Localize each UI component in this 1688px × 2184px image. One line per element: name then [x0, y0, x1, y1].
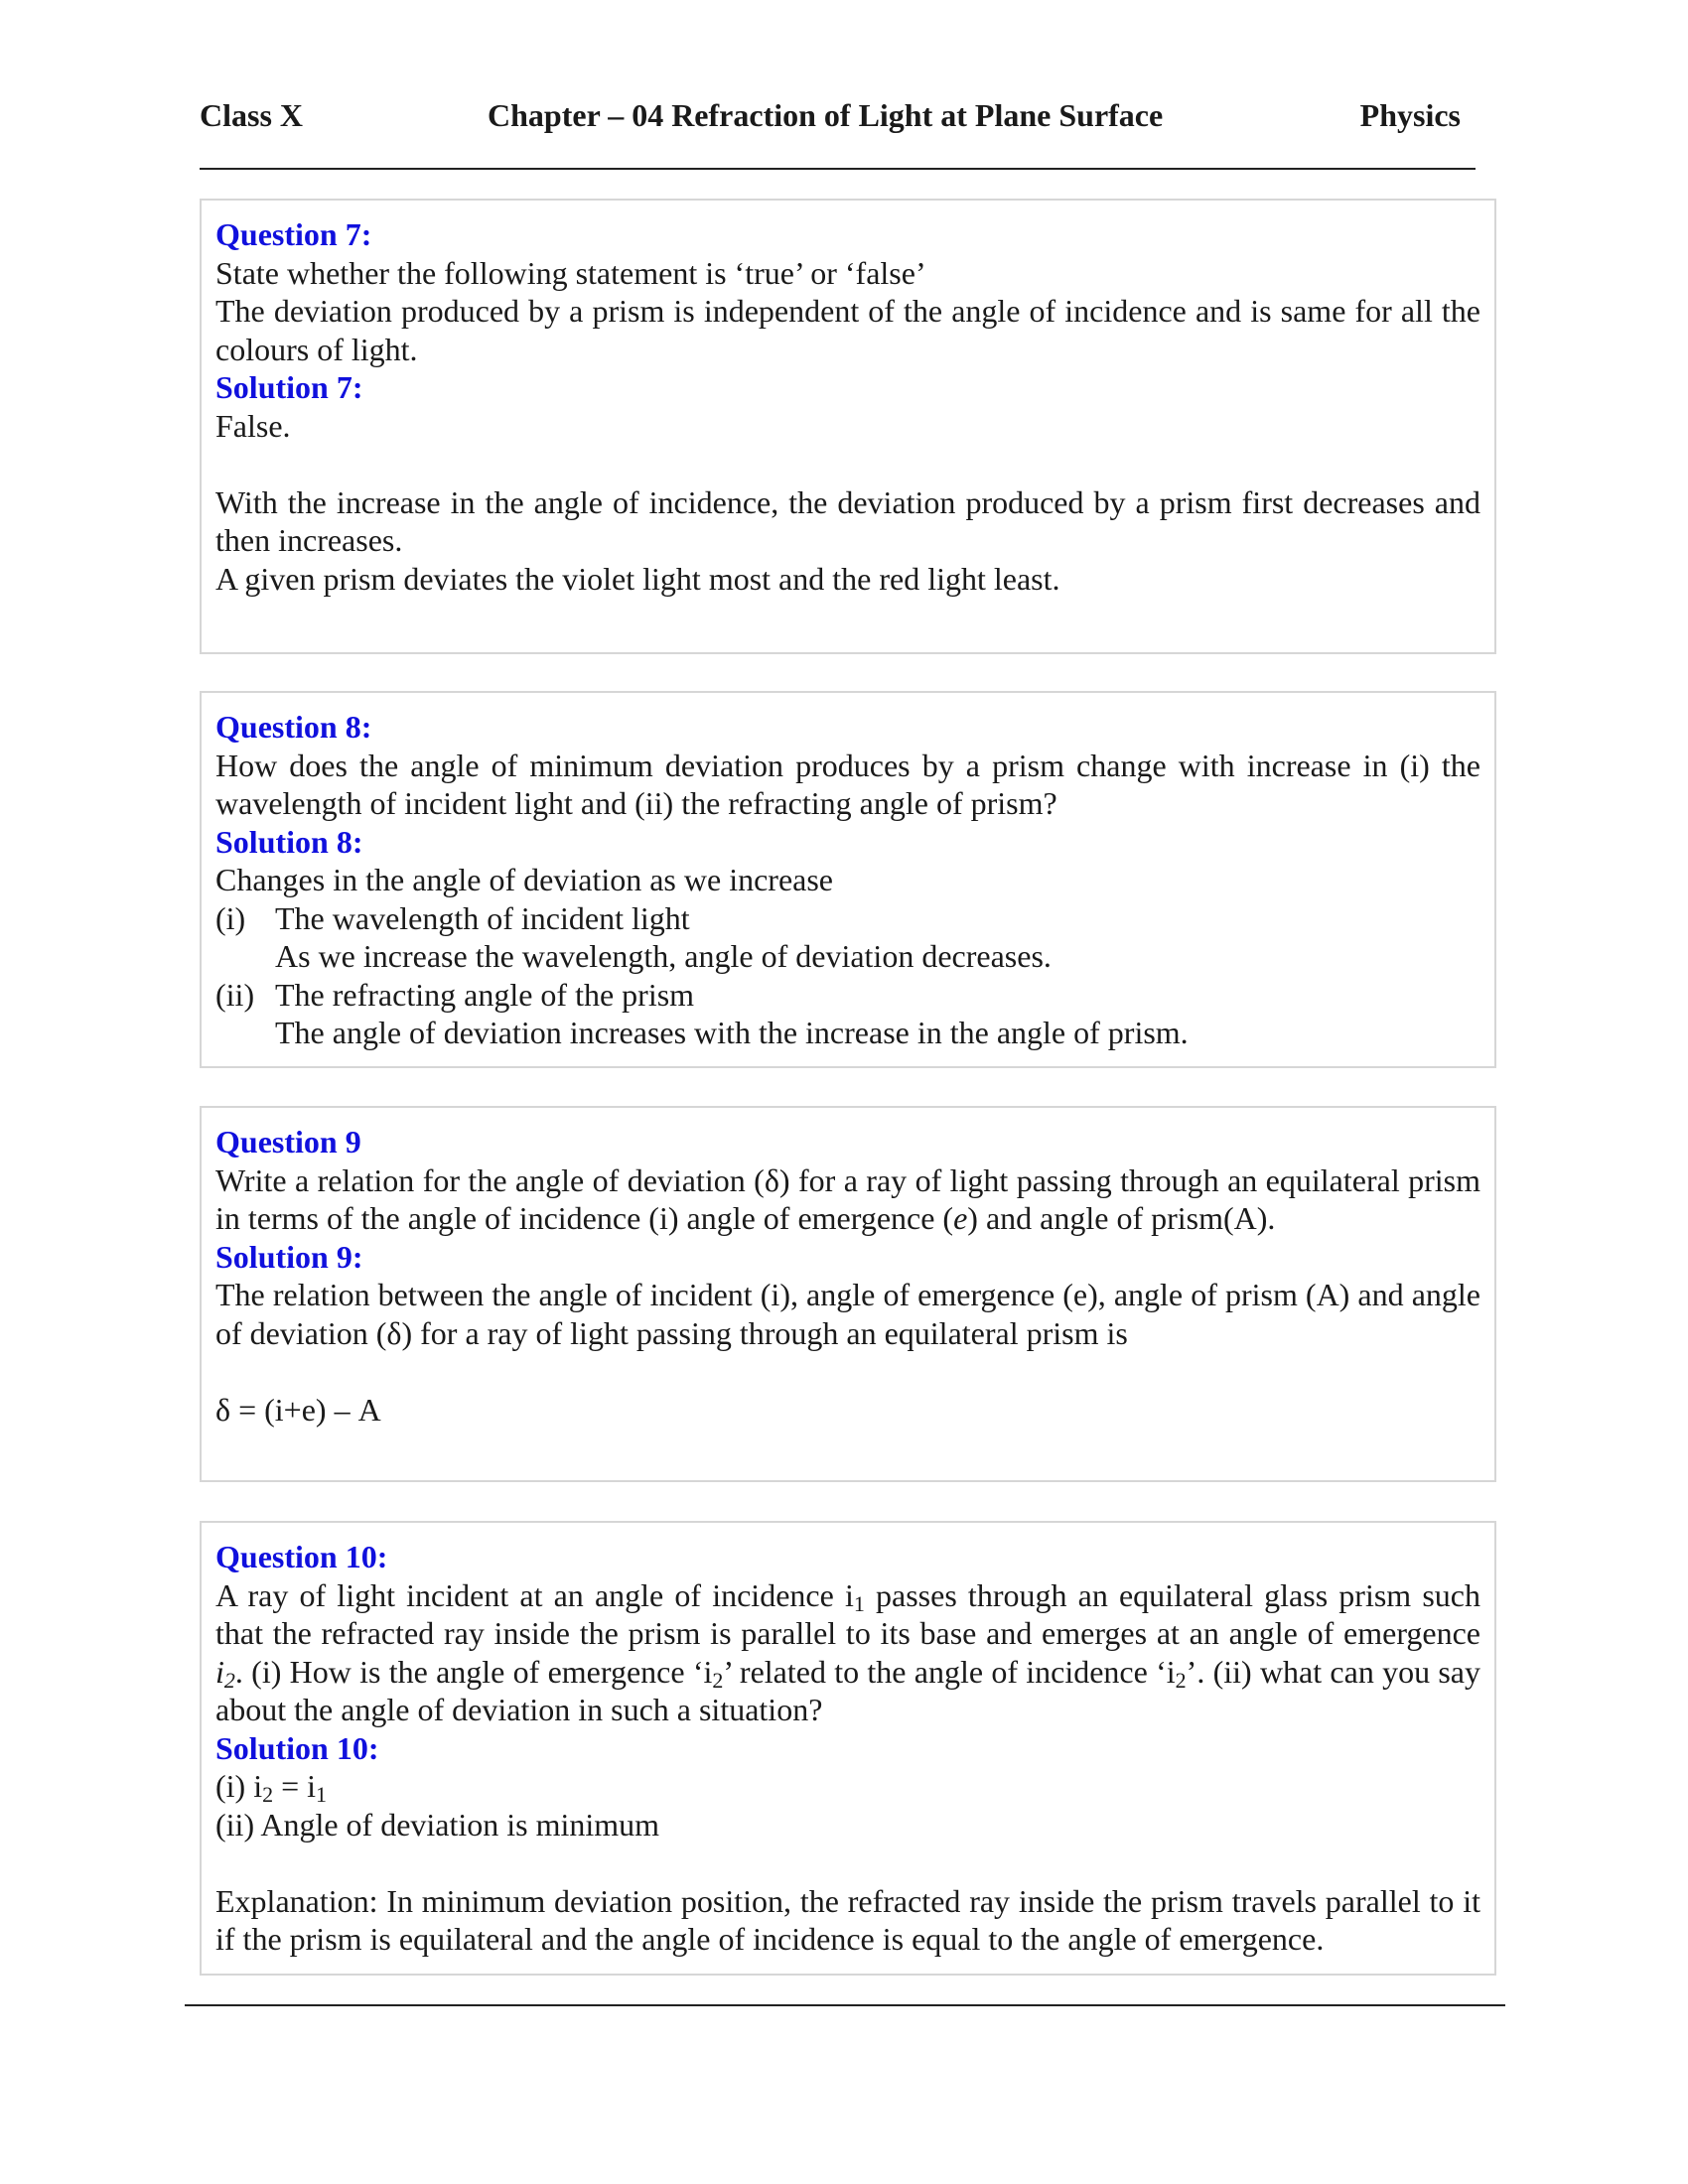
spacer: [215, 1843, 1480, 1882]
page-header: [200, 97, 1461, 143]
chapter-title: Chapter – 04 Refraction of Light at Plane Surface: [488, 97, 1164, 133]
solution-7-text-line2: With the increase in the angle of incidence, the deviation produced by a prism first decreases and then increases.: [215, 483, 1480, 558]
solution-7-answer: False.: [215, 407, 291, 444]
item-title: The refracting angle of the prism: [275, 976, 695, 1013]
solution-7-text-line3: A given prism deviates the violet light most and the red light least.: [215, 560, 1060, 597]
solution-8-label: Solution 8:: [215, 823, 363, 860]
solution-10-part-i: (i) $i_2 = i_1$: [215, 1768, 328, 1807]
footer-divider: [185, 2004, 1505, 2006]
class-label: Class X: [200, 97, 304, 133]
question-7-text-line2: The deviation produced by a prism is independent of the angle of incidence and is same for all the colours of light.: [215, 293, 1480, 367]
solution-10-part-ii: (ii) Angle of deviation is minimum: [215, 1806, 660, 1843]
emergence-symbol: e: [953, 1200, 968, 1236]
question-7-text-line1: State whether the following statement is ‘true’ or ‘false’: [215, 254, 926, 291]
solution-9-text: The relation between the angle of incident (i), angle of emergence (e), angle of prism (A) and angle of deviation (δ) for a ray of light passing through an equilateral prism is: [215, 1277, 1480, 1351]
question-9-box: [200, 1106, 1496, 1482]
solution-10-explanation: Explanation: In minimum deviation position, the refracted ray inside the prism travels parallel to it if the prism is equilateral and the angle of incidence is equal to the angle of emergence.: [215, 1882, 1480, 1957]
question-8-label: Question 8:: [215, 709, 372, 745]
solution-8-item: [215, 976, 1480, 1015]
item-number: (ii): [215, 976, 255, 1013]
item-detail: As we increase the wavelength, angle of deviation decreases.: [275, 938, 1052, 974]
solution-8-intro: Changes in the angle of deviation as we increase: [215, 862, 833, 897]
spacer: [215, 1352, 1480, 1391]
item-number: (i): [215, 899, 246, 936]
item-detail: The angle of deviation increases with the increase in the angle of prism.: [275, 1015, 1189, 1050]
question-8-box: [200, 691, 1496, 1068]
question-7-label: Question 7:: [215, 216, 372, 252]
subject-label: Physics: [1359, 97, 1461, 133]
item-title: The wavelength of incident light: [275, 899, 690, 936]
solution-7-label: Solution 7:: [215, 369, 363, 405]
solution-8-item: [215, 899, 1480, 938]
question-10-box: [200, 1521, 1496, 1976]
deviation-formula: δ = (i+e) – A: [215, 1391, 381, 1428]
solution-8-item-detail: [215, 1014, 1480, 1052]
solution-9-label: Solution 9:: [215, 1238, 363, 1275]
spacer: [215, 445, 1480, 483]
solution-10-label: Solution 10:: [215, 1729, 379, 1766]
question-10-label: Question 10:: [215, 1539, 388, 1574]
question-8-text: How does the angle of minimum deviation produces by a prism change with increase in (i) the wavelength of incident light and (ii) the refracting angle of prism?: [215, 747, 1480, 821]
header-divider: [200, 168, 1476, 170]
question-10-text: A ray of light incident at an angle of incidence $i_1$ passes through an equilateral glass prism such that the refracted ray inside the prism is parallel to its base and emerges at an angle of emergence $i_2$. (i) How is the angle of emergence ‘$i_2$’ related to the angle of incidence ‘$i_2$’. (ii) what can you say about the angle of deviation in such a situation?: [215, 1576, 1481, 1727]
question-7-box: [200, 199, 1496, 654]
question-9-label: Question 9: [215, 1124, 361, 1160]
solution-8-item-detail: [215, 937, 1480, 976]
question-9-text: Write a relation for the angle of deviation (δ) for a ray of light passing through an equilateral prism in terms of the angle of incidence (i) angle of emergence (e) and angle of prism(A).: [215, 1161, 1480, 1236]
